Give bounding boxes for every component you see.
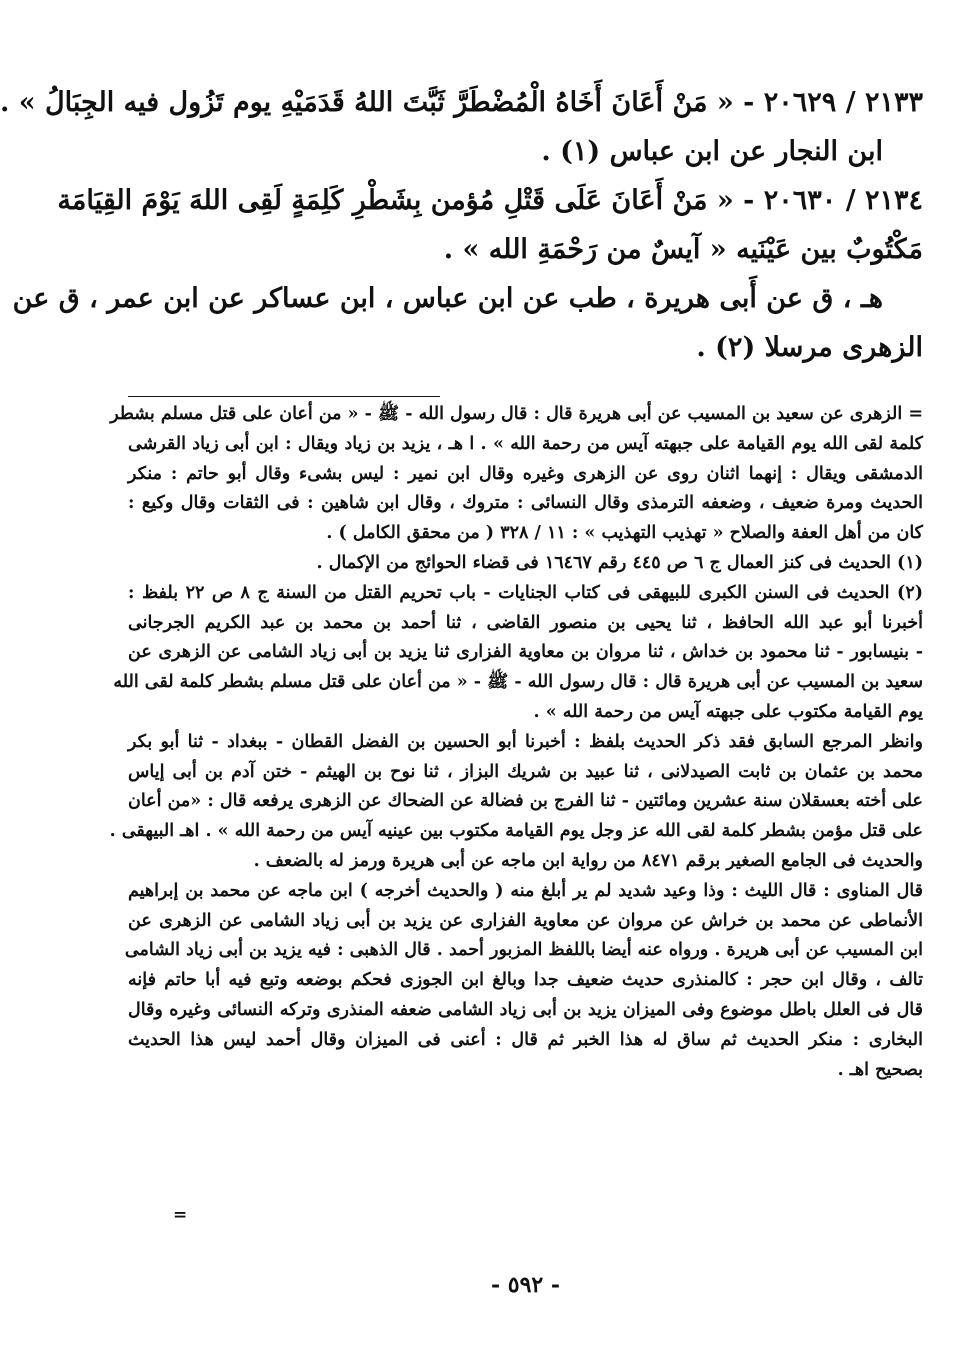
hadith-2133-source: ابن النجار عن ابن عباس (١) . bbox=[541, 136, 883, 167]
hadith-2134-line-2: مَكْتُوبٌ بين عَيْنَيه « آيسٌ من رَحْمَةِ الله » . bbox=[443, 234, 923, 265]
footnote-2: (٢) الحديث فى السنن الكبرى للبيهقى فى كتاب الجنايات - باب تحريم القتل من السنة ج ٨ ص ٢٢ بلفظ : bbox=[128, 582, 923, 603]
footnote-separator bbox=[128, 396, 440, 397]
main-text bbox=[0, 78, 923, 372]
footnote-1: (١) الحديث فى كنز العمال ج ٦ ص ٤٤٥ رقم ١٦٤٦٧ فى قضاء الحوائج من الإكمال . bbox=[316, 552, 923, 573]
hadith-2134-source-2: الزهرى مرسلا (٢) . bbox=[696, 332, 923, 363]
footnote-line: كلمة لقى الله يوم القيامة على جبهته آيس من رحمة الله » . ا هـ ، يزيد بن زياد ويقال : ابن أبى زياد القرشى bbox=[128, 433, 923, 454]
footnote-line: محمد بن عثمان بن ثابت الصيدلانى ، ثنا عبيد بن شريك البزاز ، ثنا نوح بن الهيثم - ختن آدم بن أبى إياس bbox=[128, 761, 923, 782]
hadith-2133-line: ٢١٣٣ / ٢٠٦٢٩ - « مَنْ أَعَانَ أَخَاهُ الْمُضْطَرَّ ثَبَّتَ اللهُ قَدَمَيْهِ يوم تَزُول فيه الجِبَالُ » . bbox=[0, 87, 923, 118]
footnote-line: سعيد بن المسيب عن أبى هريرة قال : قال رسول الله - ﷺ - « من أعان على قتل مسلم بشطر كلمة لقى الله bbox=[113, 672, 923, 693]
hadith-2134-line-1: ٢١٣٤ / ٢٠٦٣٠ - « مَنْ أَعَانَ عَلَى قَتْلِ مُؤمن بِشَطْرِ كَلِمَةٍ لَقِى اللهَ يَوْمَ القِيَامَة bbox=[57, 185, 923, 216]
page-number: - ٥٩٢ - bbox=[490, 1272, 561, 1298]
hadith-2134-source-1: هـ ، ق عن أَبى هريرة ، طب عن ابن عباس ، ابن عساكر عن ابن عمر ، ق عن bbox=[12, 283, 883, 314]
footnote-line: أخبرنا أبو عبد الله الحافظ ، ثنا يحيى بن منصور القاضى ، ثنا أحمد بن محمد بن عبد الكريم الجرجانى bbox=[128, 612, 923, 633]
footnote-line: بصحيح اهـ . bbox=[837, 1059, 923, 1080]
footnotes bbox=[109, 400, 923, 1085]
footnote-line: على أخته بعسقلان سنة عشرين ومائتين - ثنا الفرج بن فضالة عن الضحاك عن الزهرى يرفعه قال : «من أعان bbox=[128, 791, 923, 812]
footnote-line: والحديث فى الجامع الصغير برقم ٨٤٧١ من رواية ابن ماجه عن أبى هريرة ورمز له بالضعف . bbox=[253, 850, 923, 871]
footnote-line: قال فى العلل باطل موضوع وفى الميزان يزيد بن أبى زياد الشامى ضعفه المنذرى وتركه النسائى وغيره وقال bbox=[128, 999, 923, 1020]
footnote-line: الأنماطى عن محمد بن خراش عن مروان عن معاوية الفزارى عن يزيد بن أبى زياد الشامى عن الزهرى عن bbox=[128, 910, 923, 931]
footnote-line: = الزهرى عن سعيد بن المسيب عن أبى هريرة قال : قال رسول الله - ﷺ - « من أعان على قتل مسلم بشطر bbox=[110, 404, 923, 424]
footnote-line: - بنيسابور - ثنا محمود بن خداش ، ثنا مروان بن معاوية الفزارى ثنا يزيد بن أبى زياد الشامى عن الزهرى عن bbox=[128, 642, 923, 663]
footnote-line: كان من أهل العفة والصلاح « تهذيب التهذيب » : ١١ / ٣٢٨ ( من محقق الكامل ) . bbox=[326, 523, 923, 544]
footnote-line: يوم القيامة مكتوب على جبهته آيس من رحمة الله » . bbox=[533, 701, 923, 722]
continuation-mark: = bbox=[173, 1205, 188, 1225]
footnote-line: الحديث ومرة ضعيف ، وضعفه الترمذى وقال النسائى : متروك ، وقال ابن شاهين : فى الثقات وقال وكيع : bbox=[128, 493, 923, 514]
footnote-line: على قتل مؤمن بشطر كلمة لقى الله عز وجل يوم القيامة مكتوب بين عينيه آيس من رحمة الله » . اهـ البيهقى . bbox=[109, 821, 923, 842]
footnote-line: تالف ، وقال ابن حجر : كالمنذرى حديث ضعيف جدا وبالغ ابن الجوزى فحكم بوضعه وتبع فيه أبا حاتم فإنه bbox=[128, 970, 923, 991]
footnote-line: البخارى : منكر الحديث ثم ساق له هذا الخبر ثم قال : أعنى فى الميزان وقال أحمد ليس هذا الحديث bbox=[128, 1029, 923, 1050]
footnote-line: قال المناوى : قال الليث : وذا وعيد شديد لم ير أبلغ منه ( والحديث أخرجه ) ابن ماجه عن محمد بن إبراهيم bbox=[128, 880, 923, 901]
footnote-line: الدمشقى ويقال : إنهما اثنان روى عن الزهرى وغيره وقال ابن نمير : ليس بشىء وقال أبو حاتم : منكر bbox=[128, 463, 923, 484]
footnote-line: ابن المسيب عن أبى هريرة . ورواه عنه أيضا باللفظ المزبور أحمد . قال الذهبى : فيه يزيد بن أبى زياد الشامى bbox=[124, 940, 923, 961]
footnote-line: وانظر المرجع السابق فقد ذكر الحديث بلفظ : أخبرنا أبو الحسين بن الفضل القطان - ببغداد - ثنا أبو بكر bbox=[128, 731, 923, 752]
